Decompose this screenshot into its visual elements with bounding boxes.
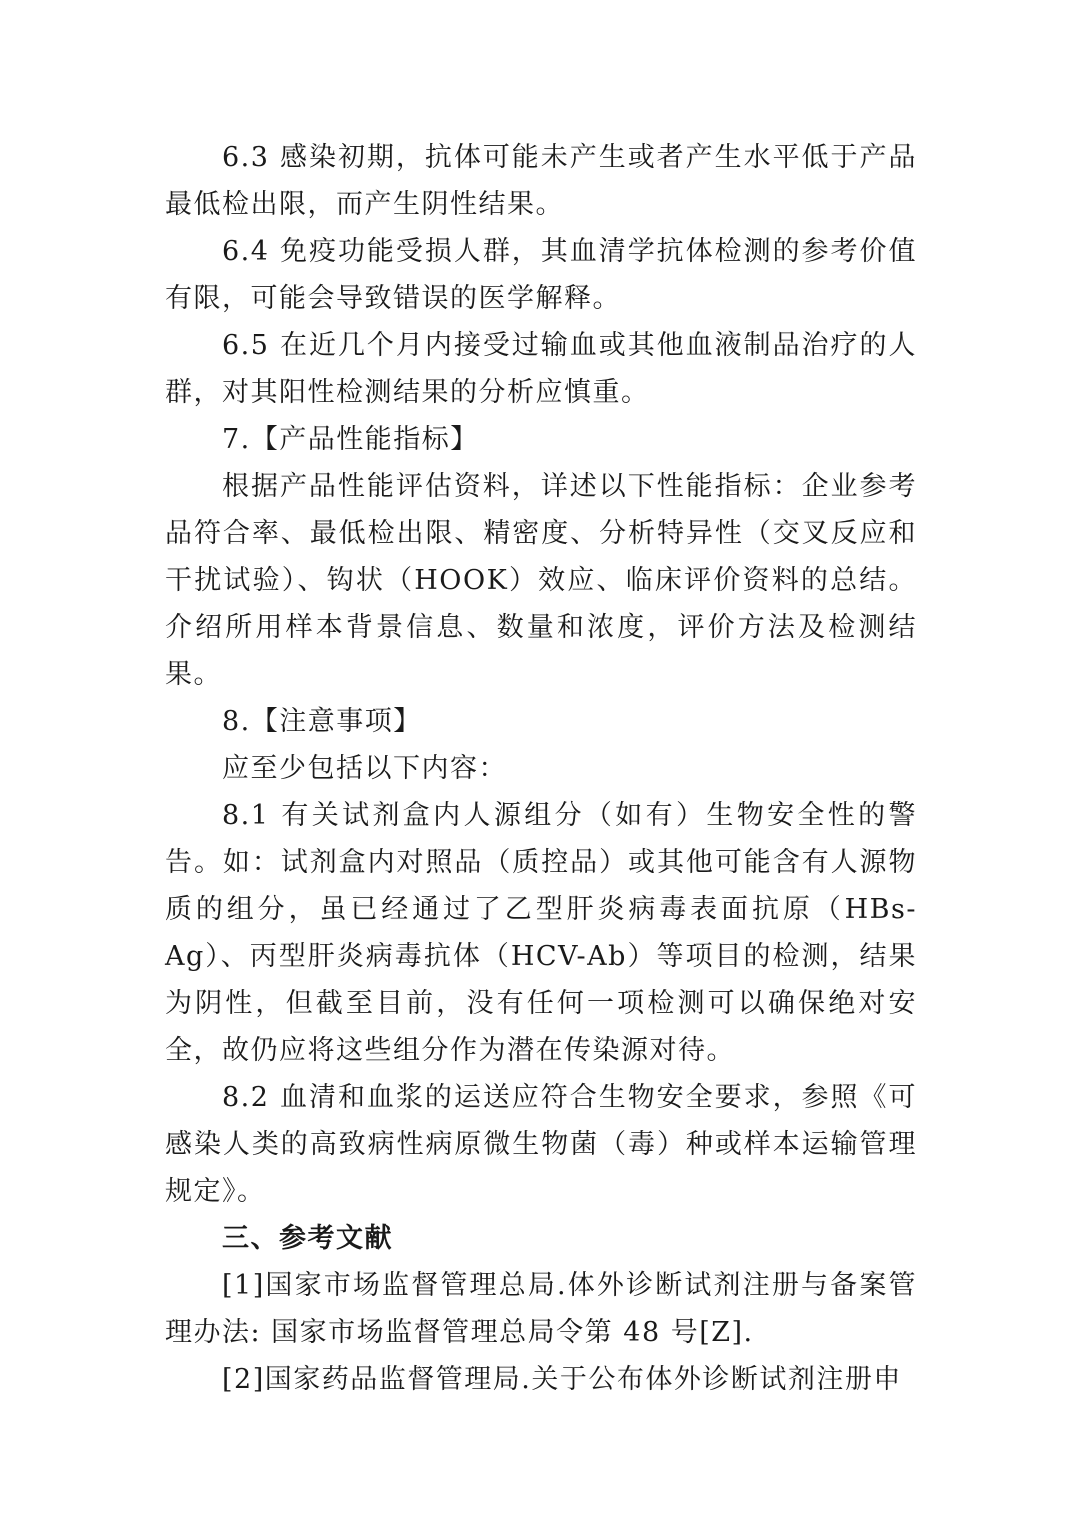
paragraph-6-4: 6.4 免疫功能受损人群，其血清学抗体检测的参考价值有限，可能会导致错误的医学解释。: [165, 236, 917, 314]
document-body: [165, 134, 917, 1403]
paragraph-6-3: 6.3 感染初期，抗体可能未产生或者产生水平低于产品最低检出限，而产生阴性结果。: [165, 142, 917, 220]
reference-1: [1]国家市场监督管理总局.体外诊断试剂注册与备案管理办法: 国家市场监督管理总局令第 48 号[Z].: [165, 1270, 917, 1348]
paragraph-precautions-intro: 应至少包括以下内容：: [222, 753, 507, 784]
section-references-heading: 三、参考文献: [222, 1223, 393, 1254]
paragraph-8-1: 8.1 有关试剂盒内人源组分（如有）生物安全性的警告。如：试剂盒内对照品（质控品）或其他可能含有人源物质的组分，虽已经通过了乙型肝炎病毒表面抗原（HBs-Ag）、丙型肝炎病毒抗体（HCV-Ab）等项目的检测，结果为阴性，但截至目前，没有任何一项检测可以确保绝对安全，故仍应将这些组分作为潜在传染源对待。: [165, 800, 917, 1066]
reference-2: [2]国家药品监督管理局.关于公布体外诊断试剂注册申: [222, 1364, 902, 1395]
heading-8-precautions: 8.【注意事项】: [222, 706, 422, 737]
heading-7-performance: 7.【产品性能指标】: [222, 424, 479, 455]
paragraph-performance-indicators: 根据产品性能评估资料，详述以下性能指标：企业参考品符合率、最低检出限、精密度、分析特异性（交叉反应和干扰试验）、钩状（HOOK）效应、临床评价资料的总结。介绍所用样本背景信息、数量和浓度，评价方法及检测结果。: [165, 471, 917, 690]
paragraph-8-2: 8.2 血清和血浆的运送应符合生物安全要求，参照《可感染人类的高致病性病原微生物菌（毒）种或样本运输管理规定》。: [165, 1082, 917, 1207]
paragraph-6-5: 6.5 在近几个月内接受过输血或其他血液制品治疗的人群，对其阳性检测结果的分析应慎重。: [165, 330, 917, 408]
